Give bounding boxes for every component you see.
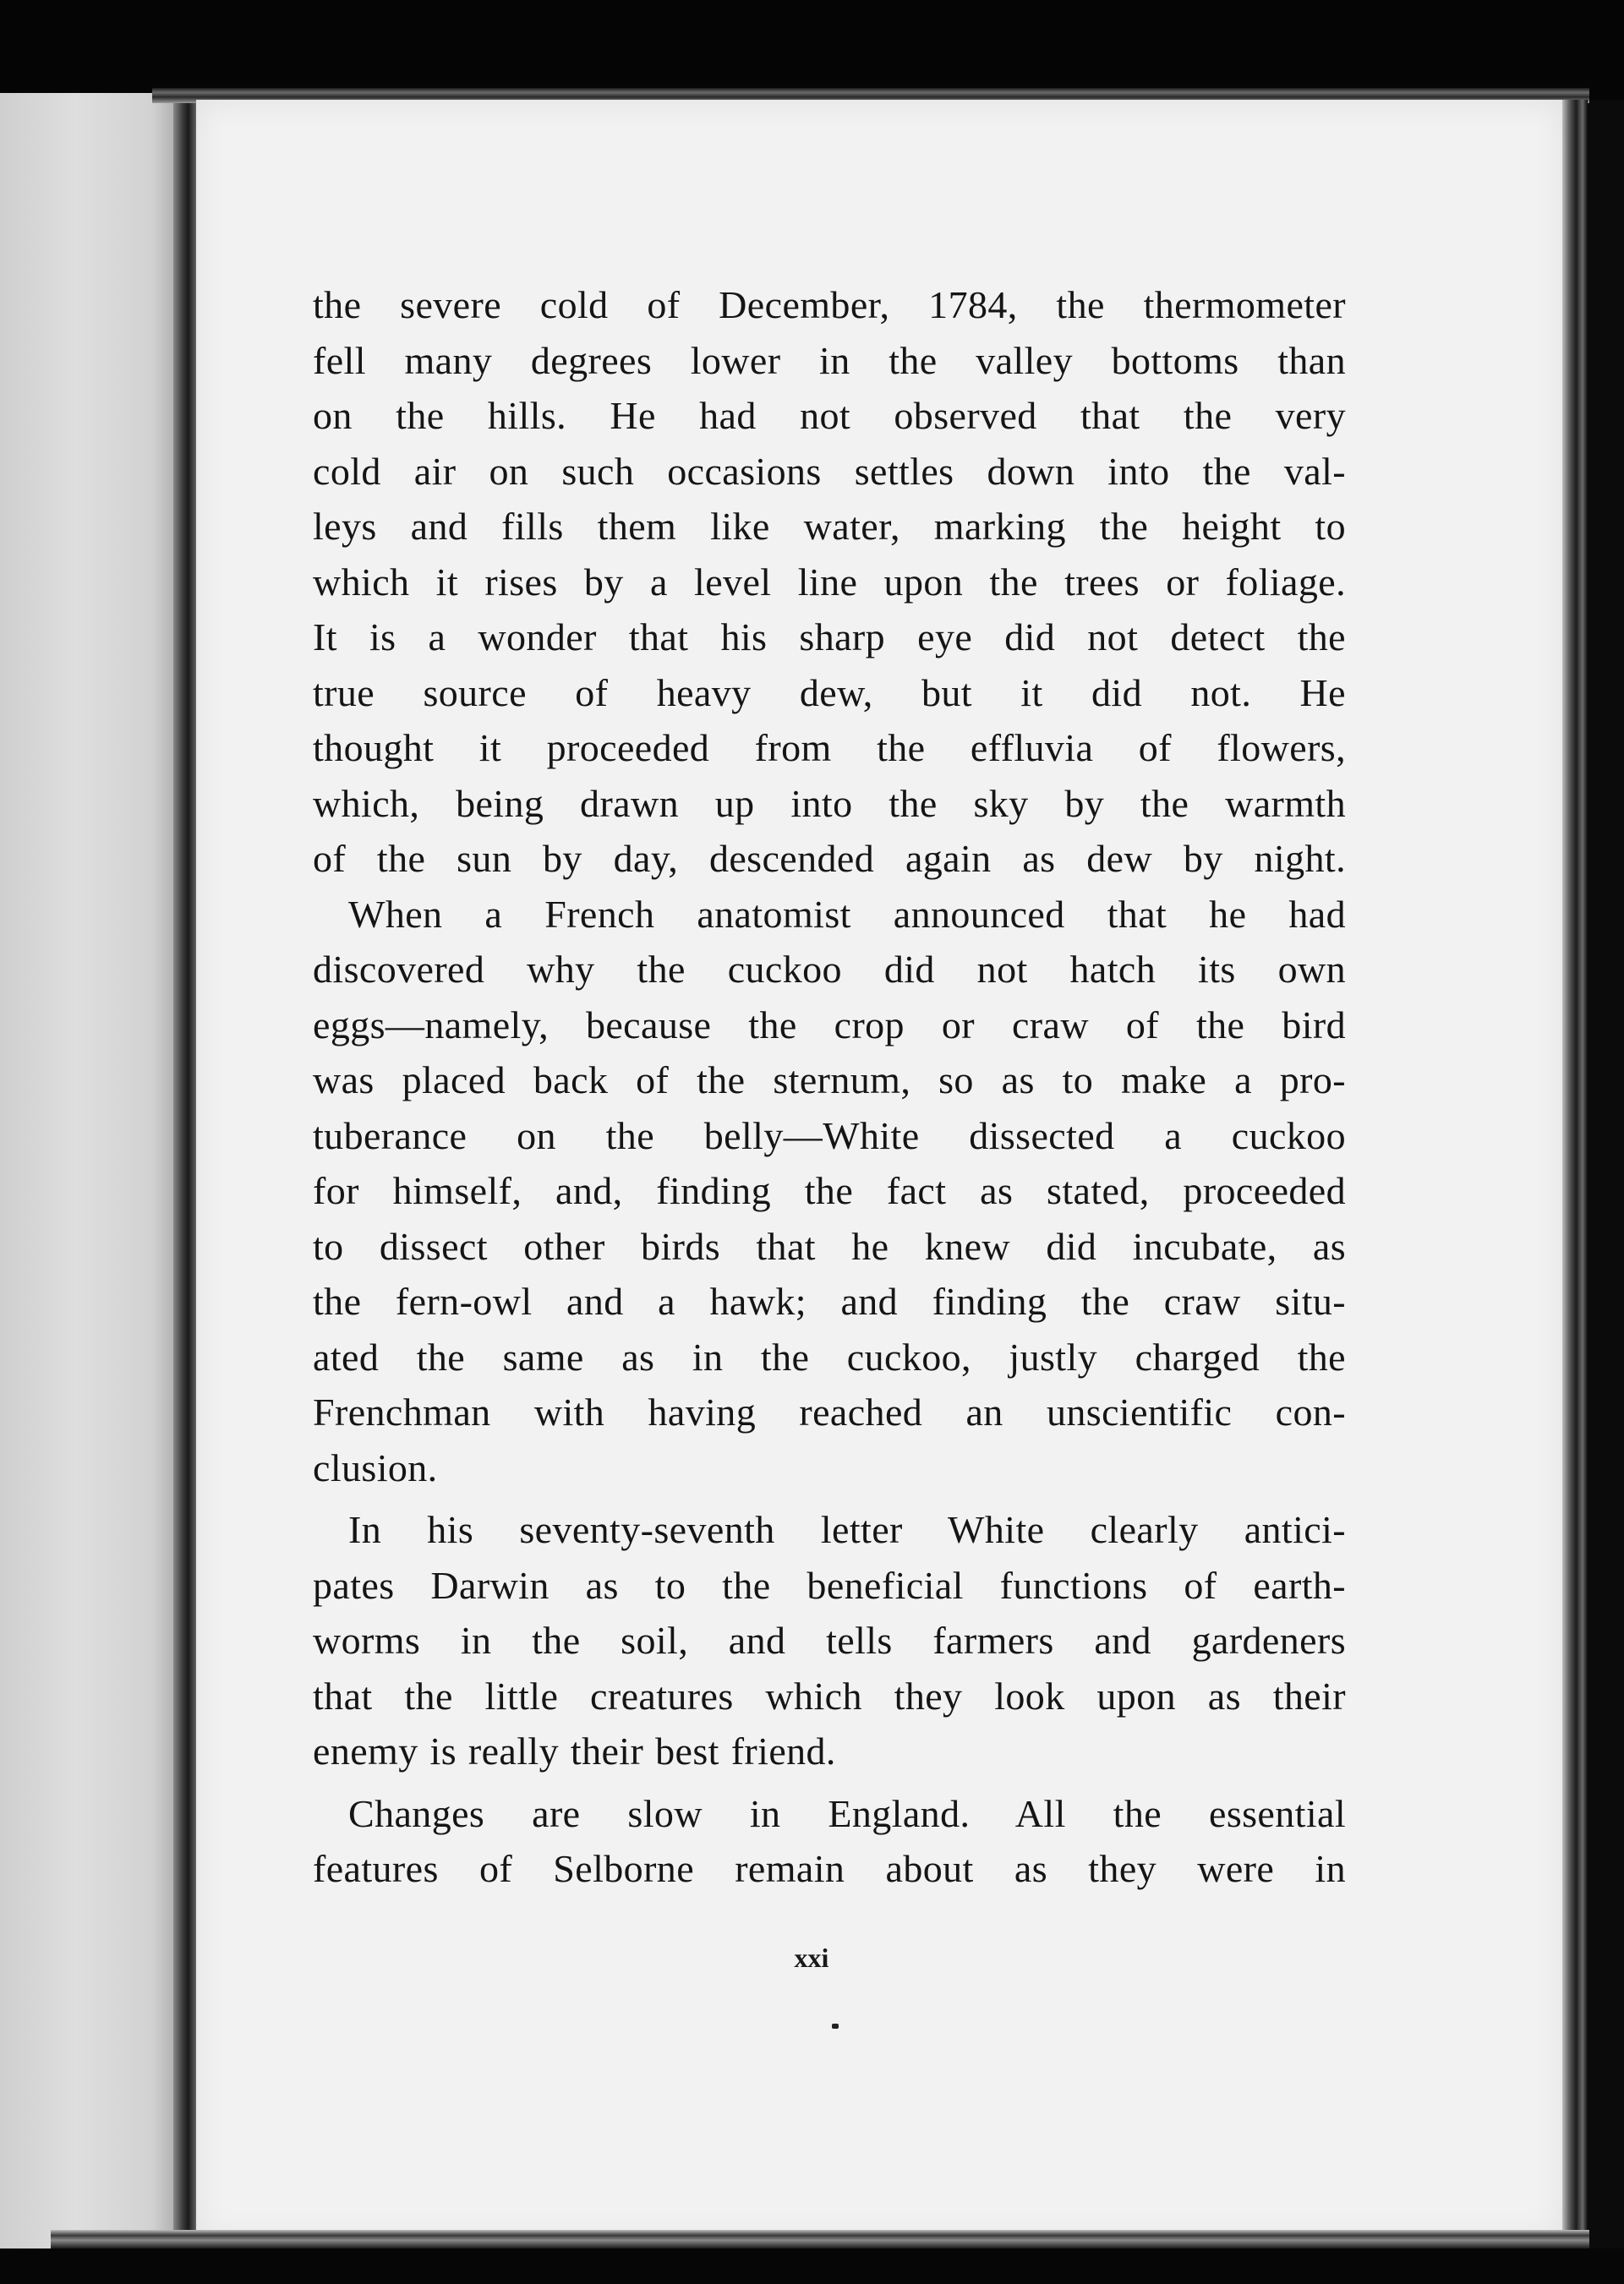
text-line: fell many degrees lower in the valley bottoms than — [313, 338, 1346, 382]
text-line: cold air on such occasions settles down into the val- — [313, 449, 1346, 493]
text-line: which, being drawn up into the sky by the warmth — [313, 781, 1346, 825]
text-line: ated the same as in the cuckoo, justly charged the — [313, 1335, 1346, 1379]
text-line: Changes are slow in England. All the essential — [348, 1791, 1346, 1835]
text-line: for himself, and, finding the fact as stated, proceeded — [313, 1169, 1346, 1212]
text-line: leys and fills them like water, marking the height to — [313, 505, 1346, 548]
text-line: true source of heavy dew, but it did not. He — [313, 670, 1346, 714]
text-line: tuberance on the belly—White dissected a cuckoo — [313, 1113, 1346, 1157]
text-line: thought it proceeded from the effluvia of flowers, — [313, 726, 1346, 769]
text-line: was placed back of the sternum, so as to make a pro- — [313, 1058, 1346, 1101]
paragraph — [313, 277, 1346, 887]
text-line: of the sun by day, descended again as dew by night. — [313, 837, 1346, 880]
text-line: features of Selborne remain about as they were in — [313, 1847, 1346, 1890]
text-line: It is a wonder that his sharp eye did not detect the — [313, 615, 1346, 658]
scanner-background-top — [0, 0, 1624, 100]
text-line: on the hills. He had not observed that the very — [313, 394, 1346, 437]
body-text — [313, 277, 1346, 1897]
ink-speck — [832, 2024, 839, 2029]
page-number: xxi — [794, 1942, 829, 1973]
page-bottom-edge — [51, 2230, 1589, 2248]
text-line: discovered why the cuckoo did not hatch its own — [313, 948, 1346, 991]
text-line: worms in the soil, and tells farmers and gardeners — [313, 1619, 1346, 1662]
text-line: pates Darwin as to the beneficial functions of earth- — [313, 1563, 1346, 1607]
text-line: which it rises by a level line upon the trees or foliage. — [313, 560, 1346, 604]
paragraph — [313, 1502, 1346, 1779]
text-line: that the little creatures which they look upon as their — [313, 1674, 1346, 1718]
text-line: the fern-owl and a hawk; and finding the craw situ- — [313, 1280, 1346, 1323]
text-line: In his seventy-seventh letter White clearly antici- — [348, 1508, 1346, 1551]
text-line: clusion. — [313, 1445, 438, 1489]
text-line: eggs—namely, because the crop or craw of the bird — [313, 1003, 1346, 1046]
paragraph — [313, 887, 1346, 1496]
left-facing-page — [0, 93, 190, 2257]
text-line: the severe cold of December, 1784, the thermometer — [313, 283, 1346, 326]
text-line: enemy is really their best friend. — [313, 1729, 836, 1773]
text-line: to dissect other birds that he knew did incubate, as — [313, 1224, 1346, 1268]
text-line: When a French anatomist announced that he had — [348, 892, 1346, 936]
scanner-background-bottom — [0, 2248, 1624, 2284]
page-right-edge — [1562, 100, 1588, 2247]
text-line: Frenchman with having reached an unscientific con- — [313, 1391, 1346, 1434]
paragraph — [313, 1786, 1346, 1897]
